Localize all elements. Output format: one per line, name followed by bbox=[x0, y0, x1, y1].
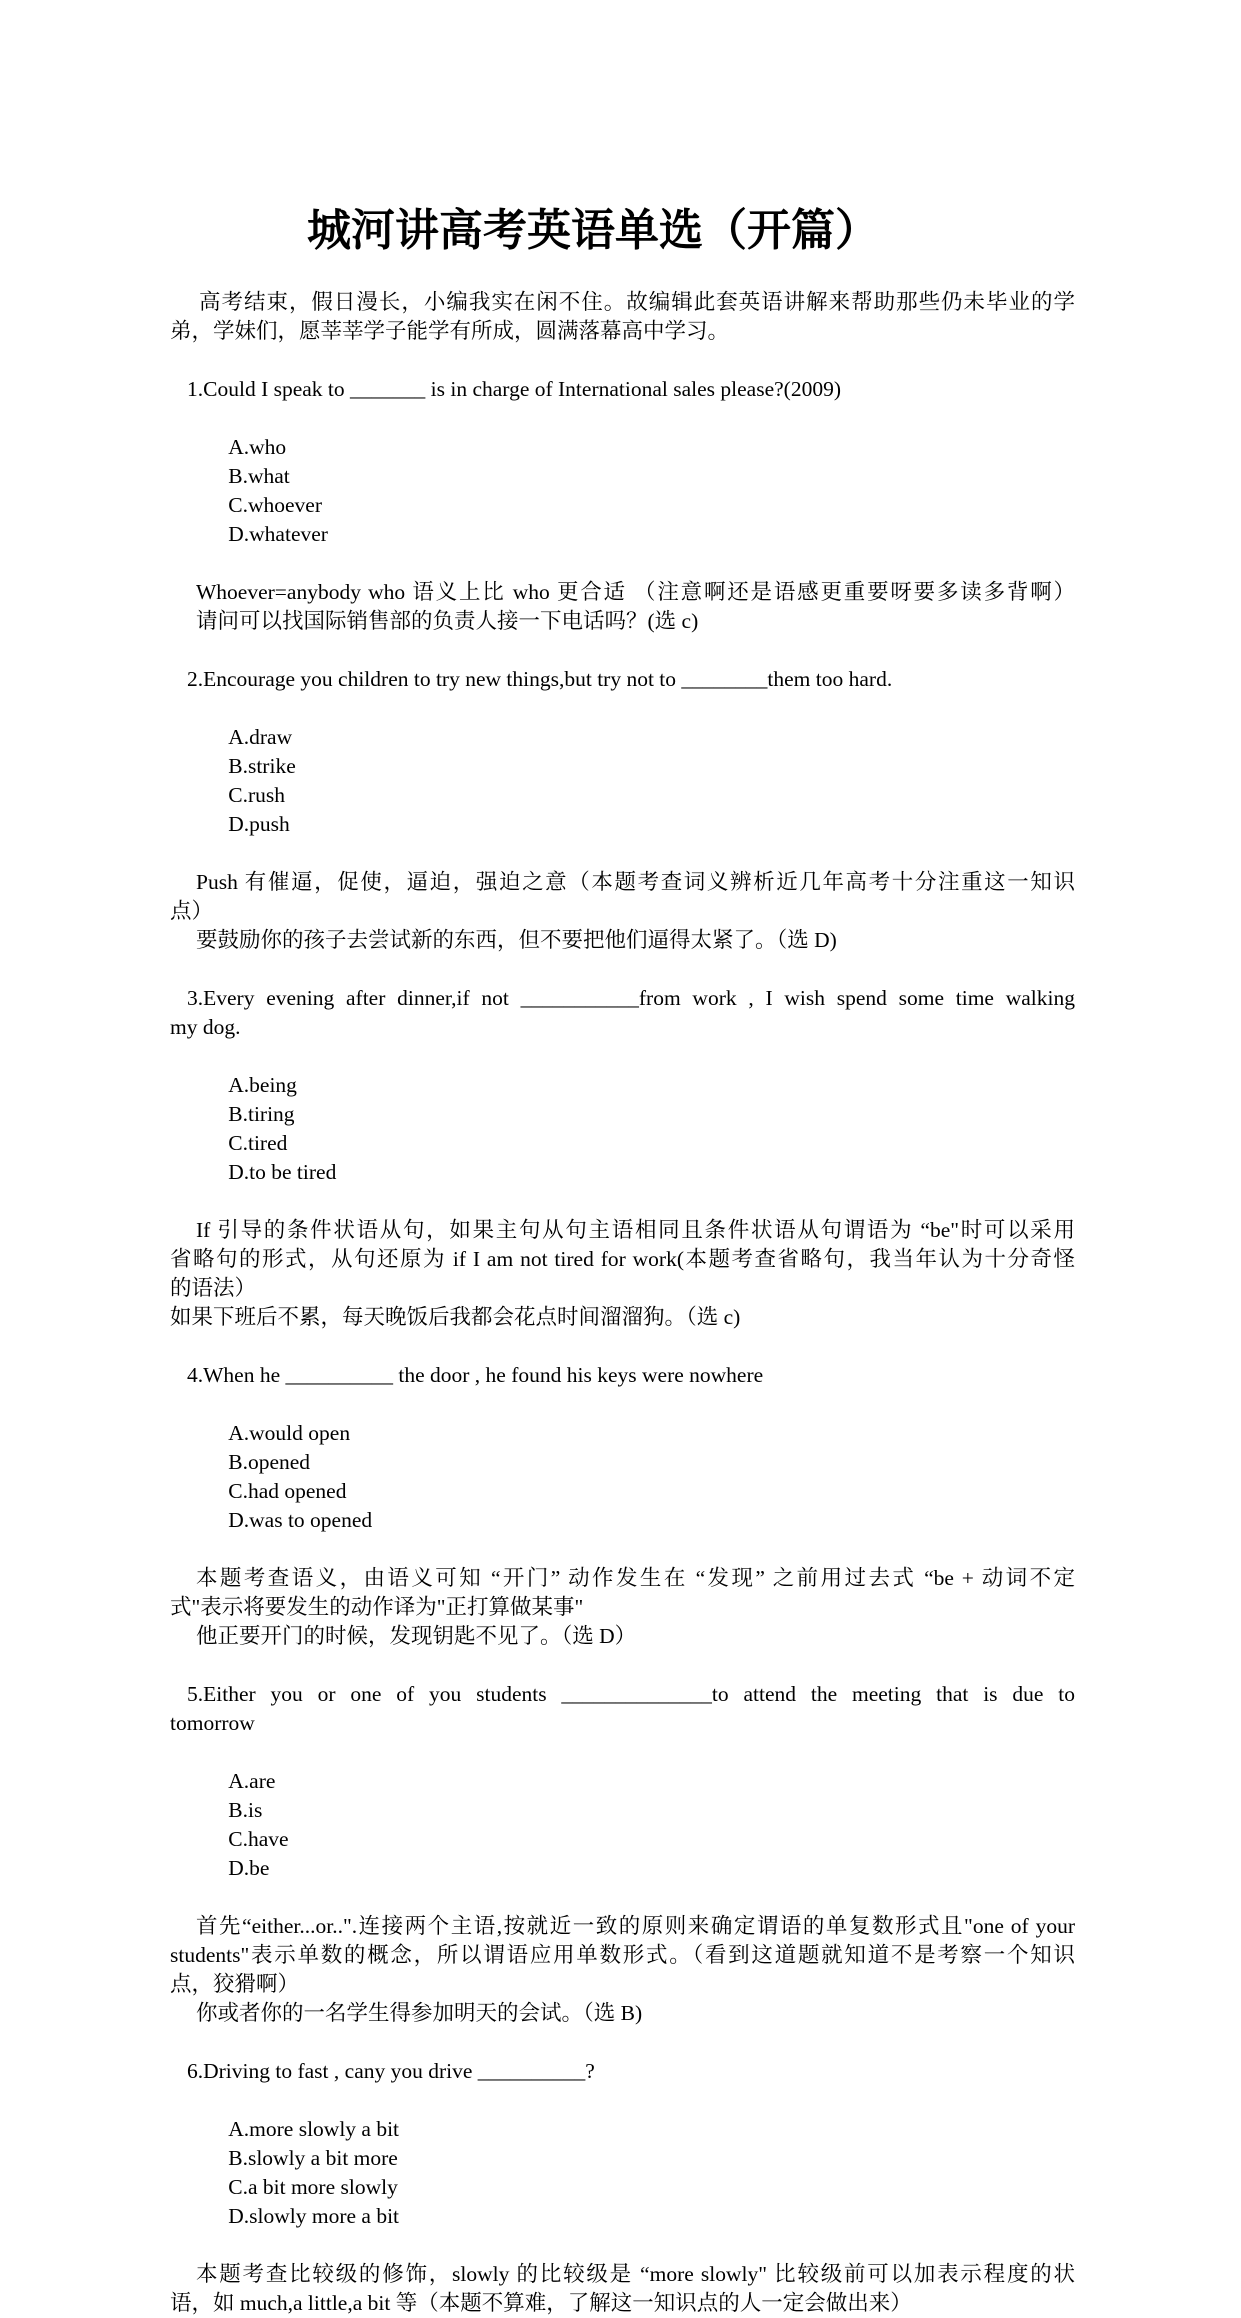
explanation-line: 式"表示将要发生的动作译为"正打算做某事" bbox=[170, 1595, 584, 1619]
question-block-3 bbox=[170, 984, 1075, 1332]
answer-translation-line: 你或者你的一名学生得参加明天的会试。（选 B) bbox=[196, 2001, 643, 2025]
question-stem: 2.Encourage you children to try new things,but try not to ________them too hard. bbox=[187, 667, 893, 691]
options-row bbox=[170, 694, 1075, 868]
option-d: D.be bbox=[228, 1856, 270, 1880]
intro-paragraph bbox=[170, 288, 1075, 346]
option-c: C.rush bbox=[228, 783, 285, 807]
answer-translation-line: 如果下班后不累，每天晚饭后我都会花点时间溜溜狗。（选 c) bbox=[170, 1305, 741, 1329]
explanation-line: 点，狡猾啊） bbox=[170, 1972, 300, 1996]
option-b: B.strike bbox=[228, 754, 296, 778]
explanation-line: 的语法） bbox=[170, 1276, 257, 1300]
answer-translation-line: 他正要开门的时候，发现钥匙不见了。（选 D） bbox=[196, 1624, 637, 1648]
question-stem: 1.Could I speak to _______ is in charge of International sales please?(2009) bbox=[187, 377, 841, 401]
question-block-2 bbox=[170, 665, 1075, 955]
question-block-5 bbox=[170, 1680, 1075, 2028]
explanation-line: Whoever=anybody who 语义上比 who 更合适 （注意啊还是语感更重要呀要多读多背啊） bbox=[196, 580, 1075, 604]
question-stem-continuation: my dog. bbox=[170, 1015, 241, 1039]
options-row bbox=[170, 1390, 1075, 1564]
option-c: C.have bbox=[228, 1827, 289, 1851]
option-c: C.tired bbox=[228, 1131, 288, 1155]
option-b: B.is bbox=[228, 1798, 263, 1822]
option-a: A.are bbox=[228, 1769, 276, 1793]
explanation-line: 点） bbox=[170, 899, 214, 923]
option-b: B.slowly a bit more bbox=[228, 2146, 398, 2170]
option-a: A.who bbox=[228, 435, 287, 459]
question-block-6 bbox=[170, 2057, 1075, 2318]
options-row bbox=[170, 1738, 1075, 1912]
intro-line: 弟，学妹们，愿莘莘学子能学有所成，圆满落幕高中学习。 bbox=[170, 319, 730, 343]
page-title: 城河讲高考英语单选（开篇） bbox=[307, 206, 879, 255]
option-a: A.draw bbox=[228, 725, 293, 749]
question-stem: 3.Every evening after dinner,if not ___________from work , I wish spend some time walking bbox=[187, 986, 1075, 1010]
option-b: B.tiring bbox=[228, 1102, 295, 1126]
explanation-line: 省略句的形式，从句还原为 if I am not tired for work(本题考查省略句，我当年认为十分奇怪 bbox=[170, 1247, 1075, 1271]
option-b: B.opened bbox=[228, 1450, 311, 1474]
explanation-line: 本题考查比较级的修饰，slowly 的比较级是 “more slowly" 比较级前可以加表示程度的状 bbox=[196, 2262, 1075, 2286]
option-c: C.a bit more slowly bbox=[228, 2175, 398, 2199]
document-page bbox=[170, 0, 1075, 2318]
option-d: D.to be tired bbox=[228, 1160, 337, 1184]
option-d: D.was to opened bbox=[228, 1508, 373, 1532]
option-a: A.more slowly a bit bbox=[228, 2117, 400, 2141]
question-block-4 bbox=[170, 1361, 1075, 1651]
option-d: D.slowly more a bit bbox=[228, 2204, 400, 2228]
answer-translation-line: 要鼓励你的孩子去尝试新的东西，但不要把他们逼得太紧了。（选 D) bbox=[196, 928, 837, 952]
question-stem: 4.When he __________ the door , he found his keys were nowhere bbox=[187, 1363, 764, 1387]
intro-line: 高考结束，假日漫长，小编我实在闲不住。故编辑此套英语讲解来帮助那些仍未毕业的学 bbox=[199, 290, 1075, 314]
question-stem: 6.Driving to fast , cany you drive __________? bbox=[187, 2059, 595, 2083]
question-block-1 bbox=[170, 375, 1075, 636]
options-row bbox=[170, 2086, 1075, 2260]
options-row bbox=[170, 404, 1075, 578]
explanation-line: 首先“either...or..".连接两个主语,按就近一致的原则来确定谓语的单复数形式且"one of your bbox=[196, 1914, 1075, 1938]
option-a: A.would open bbox=[228, 1421, 351, 1445]
option-d: D.push bbox=[228, 812, 290, 836]
options-row bbox=[170, 1042, 1075, 1216]
option-b: B.what bbox=[228, 464, 290, 488]
option-d: D.whatever bbox=[228, 522, 328, 546]
option-c: C.had opened bbox=[228, 1479, 347, 1503]
explanation-line: students"表示单数的概念，所以谓语应用单数形式。（看到这道题就知道不是考察一个知识 bbox=[170, 1943, 1075, 1967]
explanation-line: 本题考查语义，由语义可知 “开门” 动作发生在 “发现” 之前用过去式 “be + 动词不定 bbox=[196, 1566, 1075, 1590]
question-stem-continuation: tomorrow bbox=[170, 1711, 255, 1735]
option-c: C.whoever bbox=[228, 493, 322, 517]
explanation-line: 语，如 much,a little,a bit 等（本题不算难，了解这一知识点的人一定会做出来） bbox=[170, 2291, 912, 2315]
answer-translation-line: 请问可以找国际销售部的负责人接一下电话吗？(选 c) bbox=[196, 609, 699, 633]
explanation-line: If 引导的条件状语从句，如果主句从句主语相同且条件状语从句谓语为 “be"时可以采用 bbox=[196, 1218, 1075, 1242]
question-stem: 5.Either you or one of you students ______________to attend the meeting that is due to bbox=[187, 1682, 1075, 1706]
explanation-line: Push 有催逼，促使，逼迫，强迫之意（本题考查词义辨析近几年高考十分注重这一知识 bbox=[196, 870, 1075, 894]
option-a: A.being bbox=[228, 1073, 297, 1097]
